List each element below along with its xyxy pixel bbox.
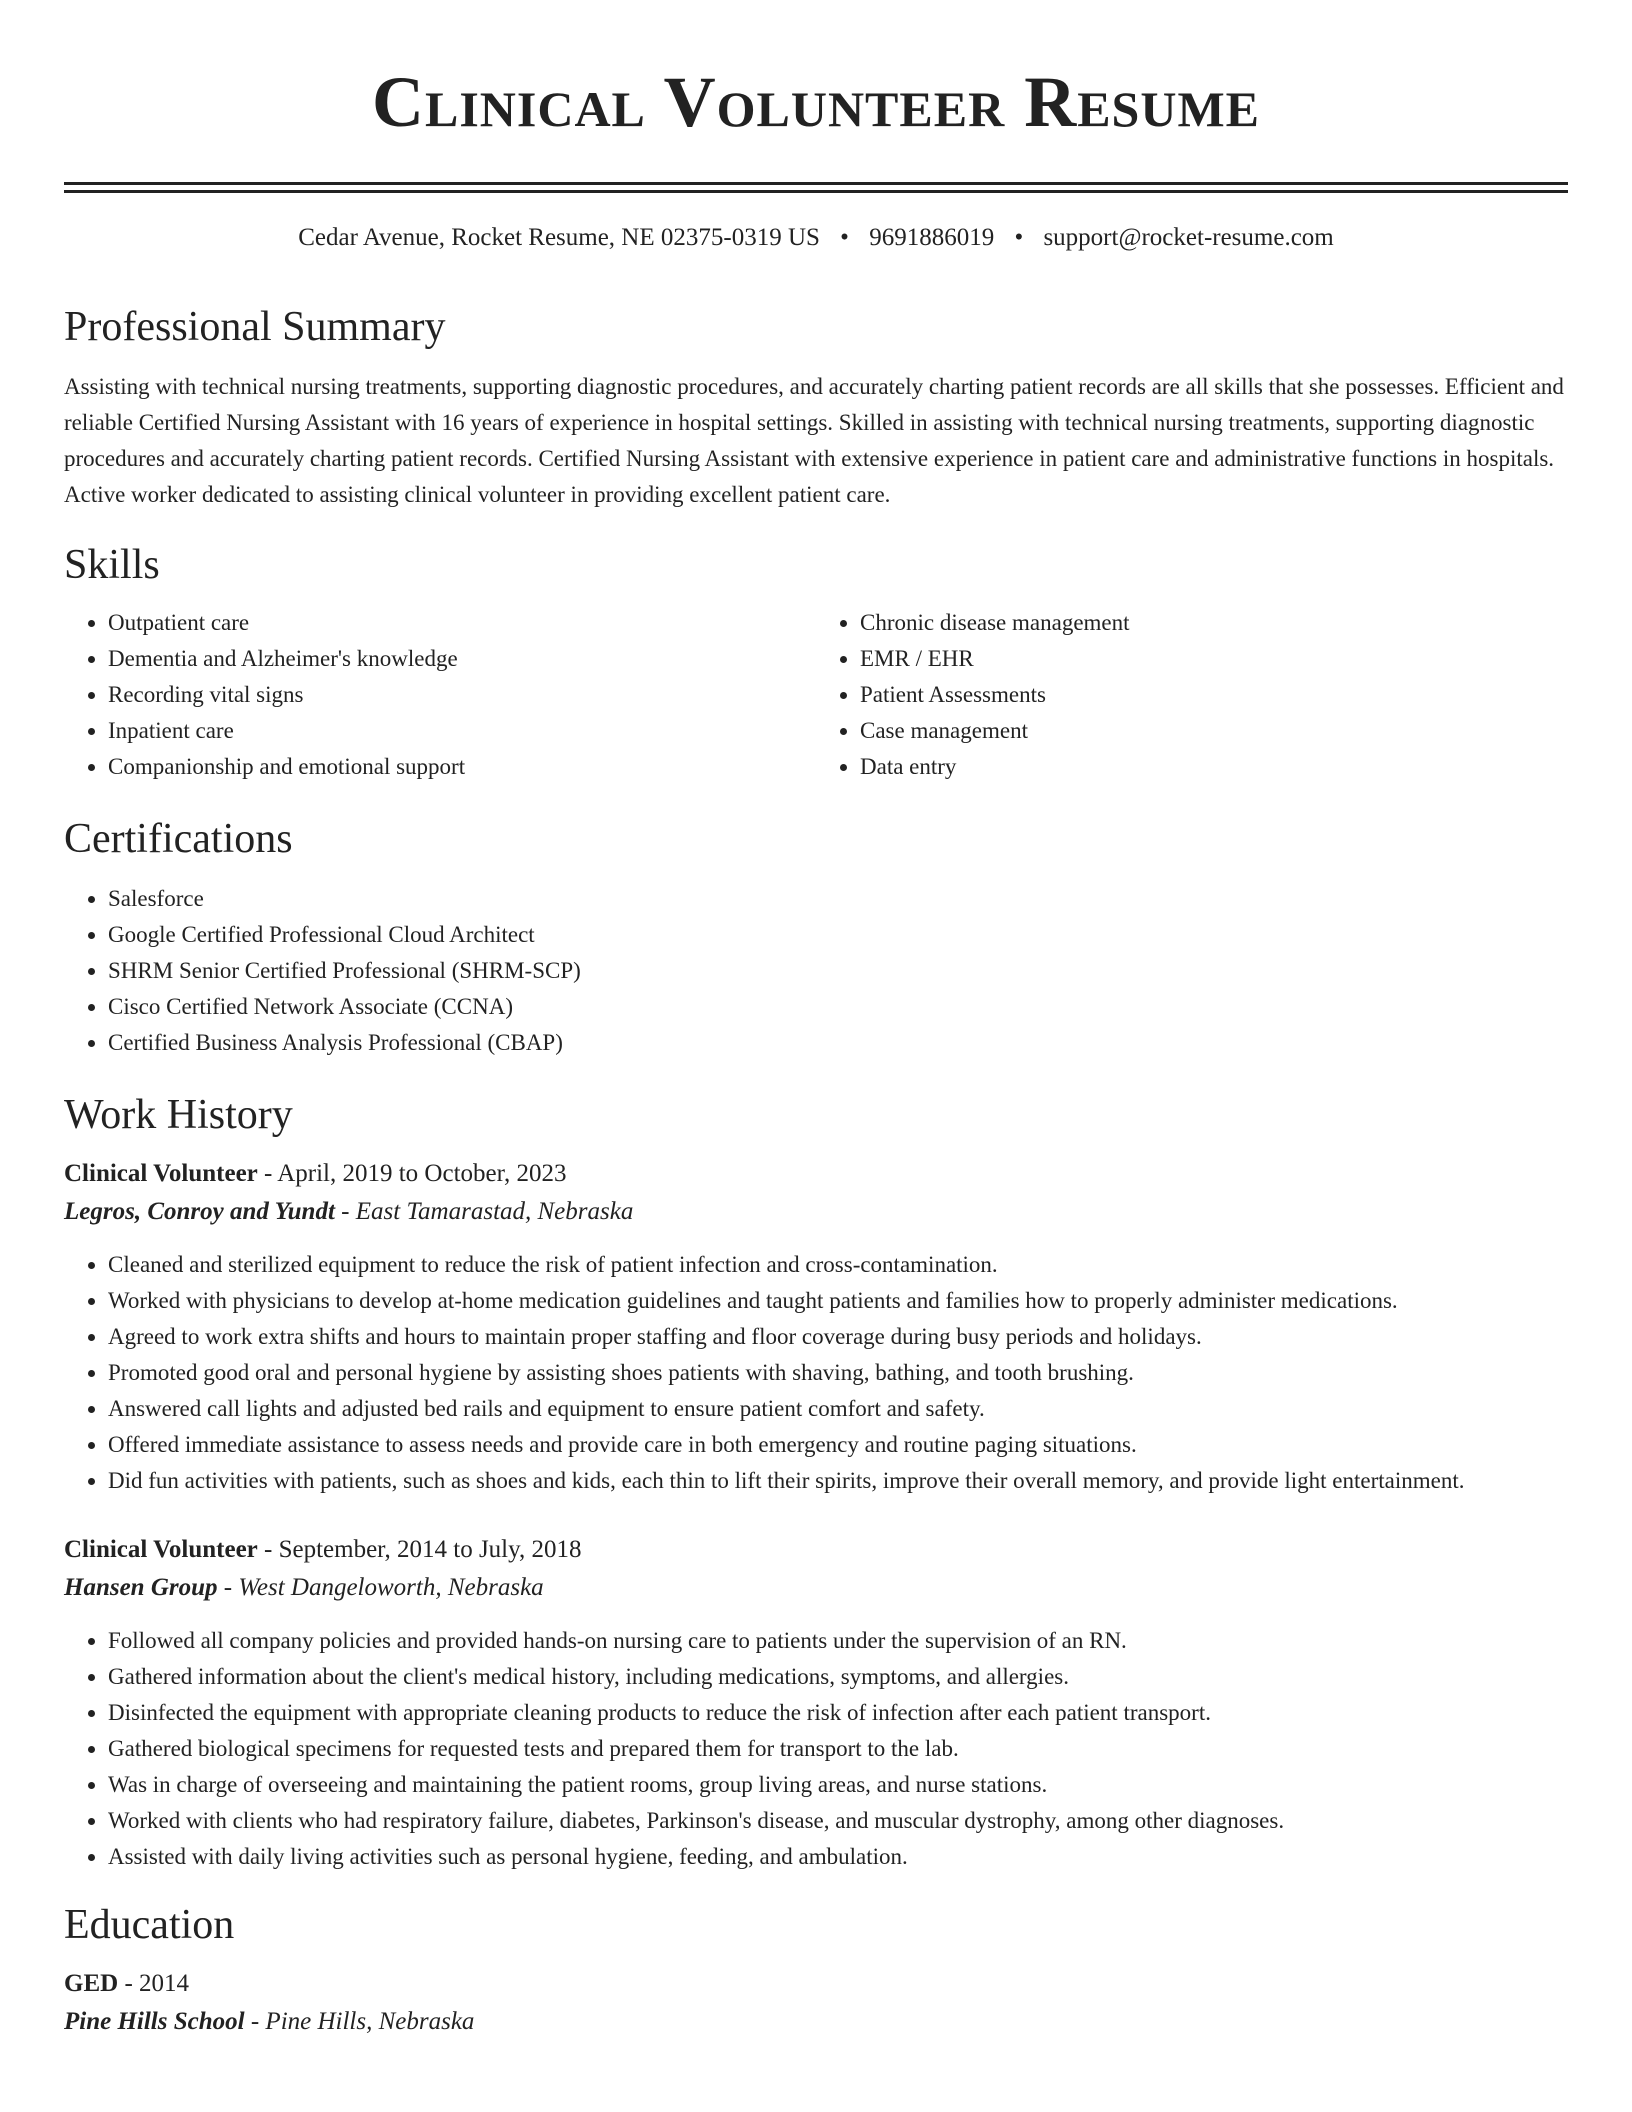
skills-list-left: [64, 605, 816, 785]
skills-list-right: [816, 605, 1568, 785]
work-history-heading: Work History: [64, 1092, 293, 1138]
skill-item: • Recording vital signs: [108, 677, 816, 713]
education-heading: Education: [64, 1902, 235, 1948]
contact-phone: 9691886019: [869, 224, 995, 251]
contact-separator: •: [840, 224, 849, 251]
title-divider: [64, 182, 1568, 193]
contact-separator: •: [1014, 224, 1024, 251]
certification-item: • Cisco Certified Network Associate (CCNA): [108, 989, 1568, 1025]
job-role: Clinical Volunteer: [64, 1536, 258, 1563]
education-school-line: [64, 2003, 1568, 2041]
certification-item: • Google Certified Professional Cloud Architect: [108, 917, 1568, 953]
skill-item: • Dementia and Alzheimer's knowledge: [108, 641, 816, 677]
education-degree: GED: [64, 1970, 119, 1997]
skill-item: • Chronic disease management: [860, 605, 1568, 641]
job-bullet: • Cleaned and sterilized equipment to reduce the risk of patient infection and cross-contamination.: [108, 1247, 1568, 1283]
job-bullets: [64, 1623, 1568, 1875]
education-school: Pine Hills School: [64, 2008, 245, 2035]
job-role: Clinical Volunteer: [64, 1160, 258, 1187]
job-bullet: • Agreed to work extra shifts and hours to maintain proper staffing and floor coverage during busy periods and holidays.: [108, 1319, 1568, 1355]
resume-title: Clinical Volunteer Resume: [371, 62, 1261, 142]
job-location: - West Dangeloworth, Nebraska: [217, 1574, 544, 1601]
job-dates: - April, 2019 to October, 2023: [257, 1160, 567, 1187]
job-company: Hansen Group: [64, 1574, 218, 1601]
job-bullet: • Worked with clients who had respiratory failure, diabetes, Parkinson's disease, and muscular dystrophy, among other diagnoses.: [108, 1803, 1568, 1839]
job-location: - East Tamarastad, Nebraska: [334, 1198, 634, 1225]
job-bullet: • Gathered information about the client's medical history, including medications, symptoms, and allergies.: [108, 1659, 1568, 1695]
summary-text: Assisting with technical nursing treatments, supporting diagnostic procedures, and accurately charting patient records are all skills that she possesses. Efficient and reliable Certified Nursing Assistant with 16 years of experience in hospital settings. Skilled in assisting with technical nursing treatments, supporting diagnostic procedures and accurately charting patient records. Certified Nursing Assistant with extensive experience in patient care and administrative functions in hospitals. Active worker dedicated to assisting clinical volunteer in providing excellent patient care.: [64, 374, 1564, 507]
job-company-line: [64, 1569, 1568, 1607]
skills-columns: [64, 605, 1568, 785]
education-location: - Pine Hills, Nebraska: [244, 2008, 475, 2035]
job-bullet: • Worked with physicians to develop at-home medication guidelines and taught patients and families how to properly administer medications.: [108, 1283, 1568, 1319]
certification-item: • SHRM Senior Certified Professional (SHRM-SCP): [108, 953, 1568, 989]
job-entry: [64, 1531, 1568, 1875]
skill-item: • Patient Assessments: [860, 677, 1568, 713]
education-header: [64, 1965, 1568, 2003]
skill-item: • Data entry: [860, 749, 1568, 785]
contact-address: Cedar Avenue, Rocket Resume, NE 02375-0319 US: [298, 224, 820, 251]
job-bullet: • Gathered biological specimens for requested tests and prepared them for transport to the lab.: [108, 1731, 1568, 1767]
job-bullet: • Was in charge of overseeing and maintaining the patient rooms, group living areas, and nurse stations.: [108, 1767, 1568, 1803]
job-header: [64, 1531, 1568, 1569]
job-bullet: • Disinfected the equipment with appropriate cleaning products to reduce the risk of infection after each patient transport.: [108, 1695, 1568, 1731]
job-header: [64, 1155, 1568, 1193]
summary-heading: Professional Summary: [64, 304, 446, 350]
job-bullet: • Did fun activities with patients, such as shoes and kids, each thin to lift their spirits, improve their overall memory, and provide light entertainment.: [108, 1463, 1568, 1499]
job-entry: [64, 1155, 1568, 1499]
contact-email: support@rocket-resume.com: [1043, 224, 1334, 251]
skill-item: • Companionship and emotional support: [108, 749, 816, 785]
certification-item: • Salesforce: [108, 881, 1568, 917]
job-bullets: [64, 1247, 1568, 1499]
job-bullet: • Assisted with daily living activities such as personal hygiene, feeding, and ambulation.: [108, 1839, 1568, 1875]
skills-heading: Skills: [64, 542, 160, 588]
education-year: - 2014: [118, 1970, 190, 1997]
skill-item: • Case management: [860, 713, 1568, 749]
certifications-heading: Certifications: [64, 816, 293, 862]
job-company: Legros, Conroy and Yundt: [64, 1198, 335, 1225]
certifications-list: [64, 881, 1568, 1061]
job-dates: - September, 2014 to July, 2018: [257, 1536, 582, 1563]
contact-line: [64, 221, 1568, 255]
job-bullet: • Followed all company policies and provided hands-on nursing care to patients under the supervision of an RN.: [108, 1623, 1568, 1659]
skill-item: • Outpatient care: [108, 605, 816, 641]
job-bullet: • Promoted good oral and personal hygiene by assisting shoes patients with shaving, bathing, and tooth brushing.: [108, 1355, 1568, 1391]
job-company-line: [64, 1193, 1568, 1231]
job-bullet: • Answered call lights and adjusted bed rails and equipment to ensure patient comfort and safety.: [108, 1391, 1568, 1427]
job-bullet: • Offered immediate assistance to assess needs and provide care in both emergency and routine paging situations.: [108, 1427, 1568, 1463]
skill-item: • EMR / EHR: [860, 641, 1568, 677]
certification-item: • Certified Business Analysis Professional (CBAP): [108, 1025, 1568, 1061]
skill-item: • Inpatient care: [108, 713, 816, 749]
